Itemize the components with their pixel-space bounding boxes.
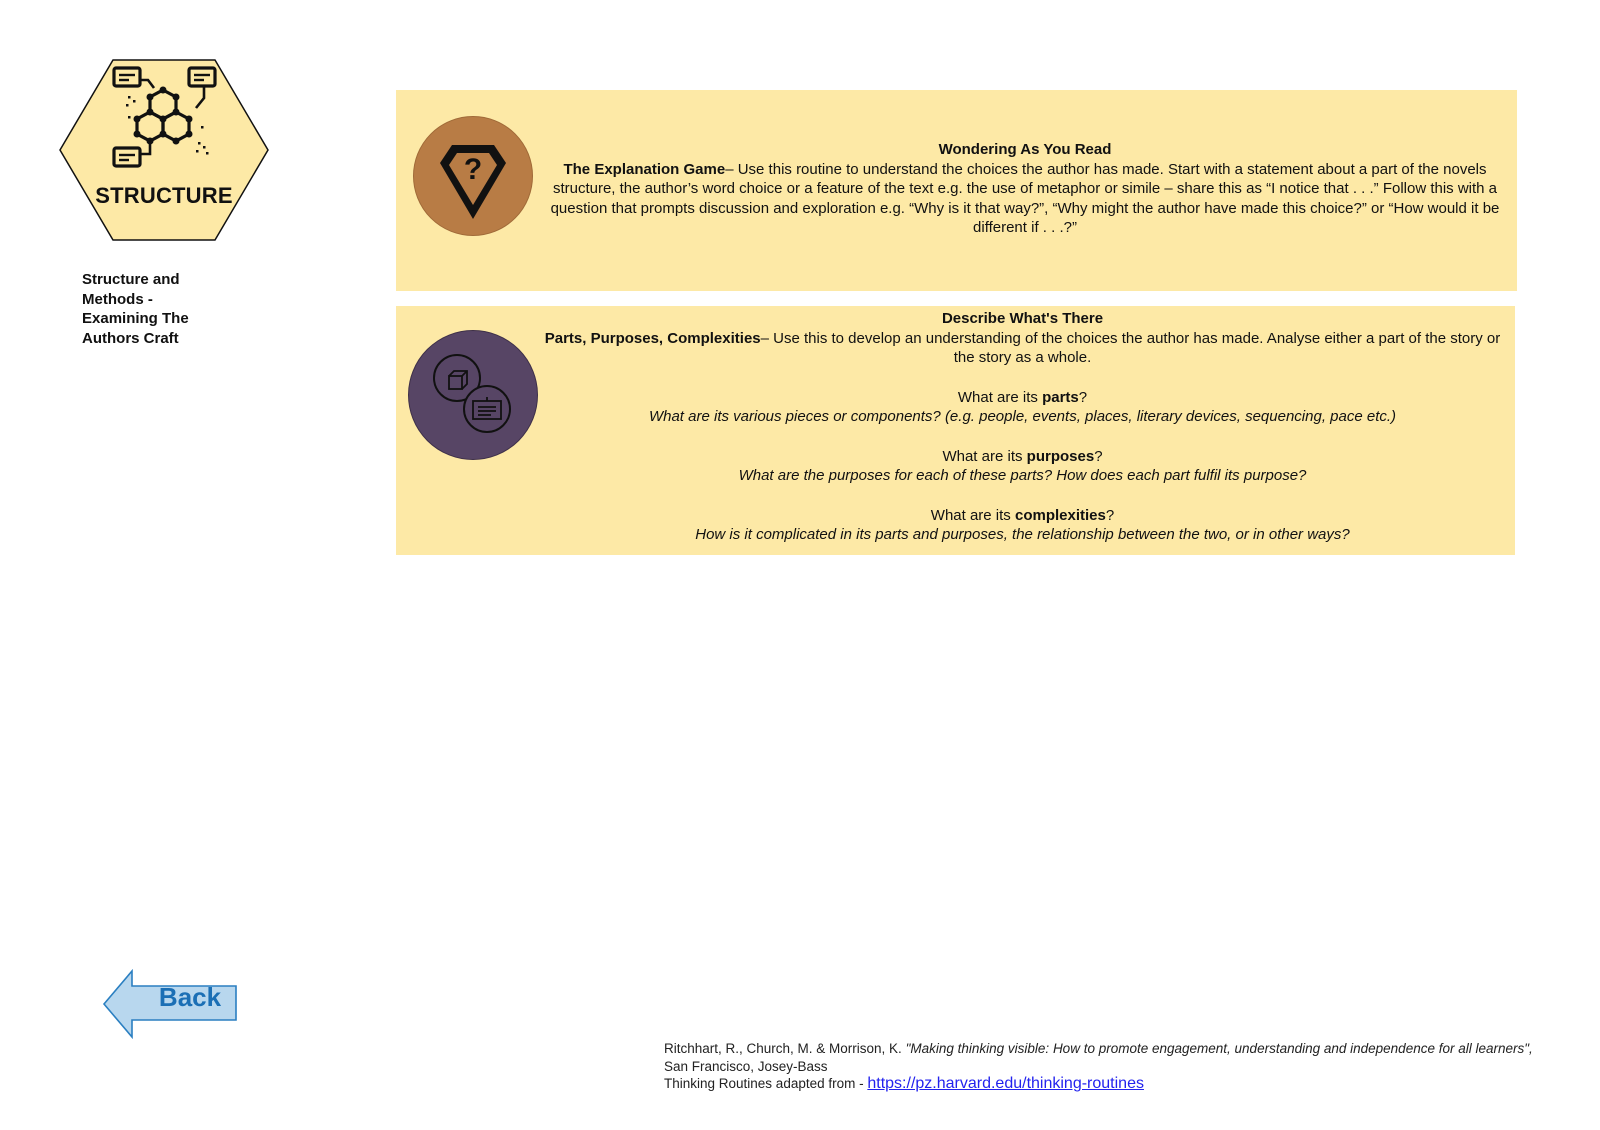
panel2-icon-circle [408,330,538,460]
panel2-heading: Describe What's There [941,310,1104,327]
question-keyword: parts [1042,388,1079,406]
panel1-text [550,140,1500,238]
citation [664,1040,1554,1075]
panel2-text [535,309,1510,545]
question-suffix: ? [1078,388,1088,406]
back-button[interactable] [102,969,238,1039]
question-keyword: purposes [1026,447,1095,465]
svg-text:?: ? [463,153,483,186]
question-purposes [535,447,1510,467]
adapted-prefix: Thinking Routines adapted from - [664,1076,868,1091]
back-button-label: Back [158,982,222,1012]
location-question-icon [414,117,532,235]
question-complexities [535,506,1510,526]
panel1-heading: Wondering As You Read [938,141,1112,158]
badge-label: STRUCTURE [95,183,233,208]
question-complexities-detail: How is it complicated in its parts and purposes, the relationship between the two, or in other ways? [695,526,1350,543]
panel2-description [535,329,1510,368]
parts-components-icon [409,331,537,459]
question-parts-detail: What are its various pieces or components? (e.g. people, events, places, literary devices, sequencing, pace etc.) [648,408,1397,425]
structure-badge [58,58,270,242]
citation-authors: Ritchhart, R., Church, M. & Morrison, K. [664,1041,906,1056]
question-prefix: What are its [930,506,1015,524]
question-purposes-detail: What are the purposes for each of these parts? How does each part fulfil its purpose? [738,467,1307,484]
footer-citation [664,1040,1554,1093]
panel1-description [550,160,1500,238]
panel2-description-text: – Use this to develop an understanding of the choices the author has made. Analyse either a part of the story or the story as a whole. [760,329,1501,366]
citation-title: "Making thinking visible: How to promote engagement, understanding and independence for all learners", [905,1041,1533,1056]
thinking-routines-link[interactable]: https://pz.harvard.edu/thinking-routines [867,1075,1144,1092]
panel1-description-text: – Use this routine to understand the choices the author has made. Start with a statement about a part of the novels structure, the author’s word choice or a feature of the text e.g. the use of metaphor or simile – share this as “I notice that . . .” Follow this with a question that prompts discussion and exploration e.g. “Why is it that way?”, “Why might the author have made this choice?” or “How would it be different if . . .?” [550,160,1500,236]
panel2-routine-name: Parts, Purposes, Complexities [544,329,761,347]
question-prefix: What are its [957,388,1043,406]
question-parts [535,388,1510,408]
section-title: Structure and Methods - Examining The Authors Craft [82,271,189,347]
panel1-routine-name: The Explanation Game [563,160,726,178]
question-keyword: complexities [1014,506,1106,524]
adapted-line [664,1075,1554,1093]
question-suffix: ? [1105,506,1115,524]
panel1-icon-circle [413,116,533,236]
question-prefix: What are its [942,447,1027,465]
citation-publisher: San Francisco, Josey-Bass [664,1058,828,1074]
question-suffix: ? [1094,447,1103,465]
